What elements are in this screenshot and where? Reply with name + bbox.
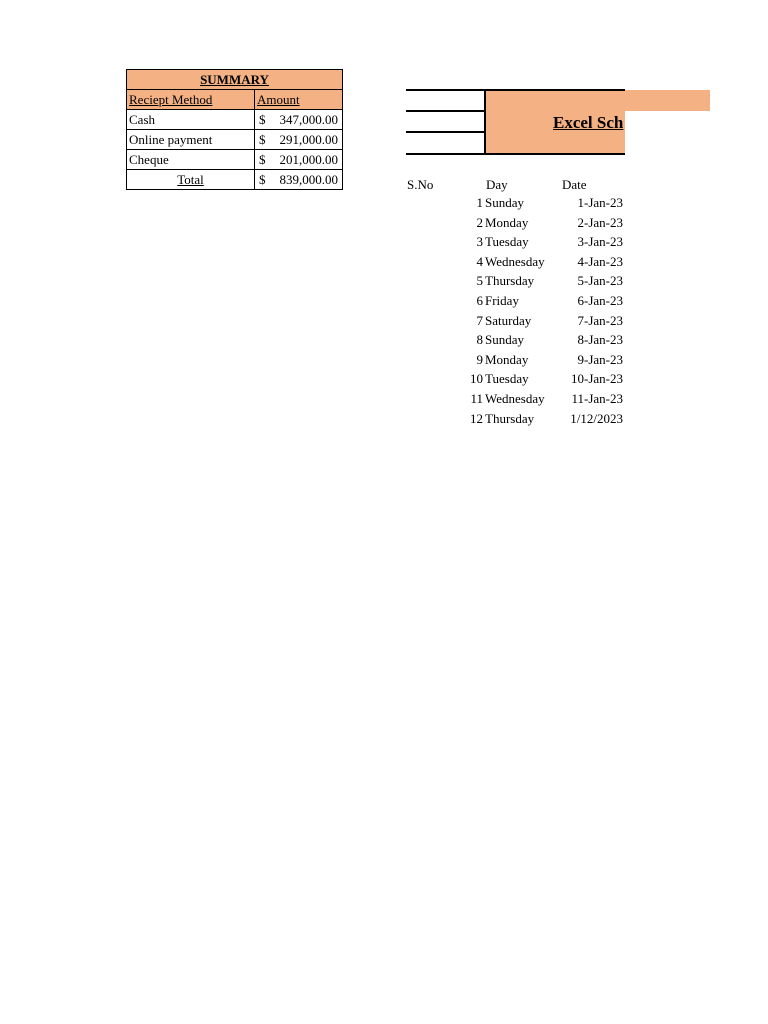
method-cell: Cash: [127, 110, 255, 130]
row-number: 10: [470, 371, 483, 387]
row-date: 9-Jan-23: [577, 351, 623, 367]
row-day: Wednesday: [485, 391, 545, 406]
total-amount-cell: [255, 170, 343, 190]
schedule-title: Excel Sch: [553, 113, 624, 132]
currency-symbol: $: [259, 132, 266, 147]
title-banner-extension: [625, 90, 710, 111]
list-item: [453, 409, 623, 429]
currency-symbol: $: [259, 112, 266, 127]
row-day: Sunday: [485, 195, 524, 210]
list-item: [453, 193, 623, 213]
row-date: 7-Jan-23: [577, 312, 623, 328]
row-date: 2-Jan-23: [577, 214, 623, 230]
list-item: [453, 271, 623, 291]
list-item: [453, 232, 623, 252]
row-date: 1-Jan-23: [577, 195, 623, 210]
row-date: 5-Jan-23: [577, 273, 623, 289]
row-date: 11-Jan-23: [571, 391, 623, 406]
summary-table: [126, 69, 343, 190]
summary-title: SUMMARY: [127, 70, 343, 90]
list-item: [453, 389, 623, 409]
list-item: [453, 213, 623, 233]
row-date: 10-Jan-23: [571, 371, 623, 387]
row-date: 6-Jan-23: [577, 293, 623, 308]
sno-header: S.No: [407, 177, 434, 192]
date-header: Date: [562, 177, 587, 192]
amount-cell: [255, 110, 343, 130]
row-day: Thursday: [485, 273, 535, 289]
row-day: Sunday: [485, 332, 524, 348]
row-number: 12: [470, 410, 483, 426]
row-day: Tuesday: [485, 234, 529, 250]
list-item: [453, 330, 623, 350]
currency-symbol: $: [259, 172, 266, 187]
row-day: Friday: [485, 293, 519, 308]
receipt-method-header: Reciept Method: [127, 90, 255, 110]
row-day: Monday: [485, 214, 529, 230]
method-cell: Cheque: [127, 150, 255, 170]
row-day: Saturday: [485, 312, 532, 328]
row-number: 11: [470, 391, 483, 406]
summary-row: [127, 110, 343, 130]
border-line: [406, 131, 485, 133]
border-line: [406, 110, 485, 112]
row-day: Tuesday: [485, 371, 529, 387]
summary-row: [127, 150, 343, 170]
summary-row: [127, 130, 343, 150]
list-item: [453, 350, 623, 370]
border-line: [406, 153, 625, 155]
row-number: 3: [476, 234, 483, 250]
summary-total-row: [127, 170, 343, 190]
row-number: 9: [476, 351, 483, 367]
border-line: [406, 89, 625, 91]
row-number: 8: [476, 332, 483, 348]
border-line: [484, 89, 486, 155]
row-day: Wednesday: [485, 253, 545, 269]
row-day: Thursday: [485, 410, 535, 426]
row-number: 4: [476, 253, 483, 269]
total-amount: 839,000.00: [279, 172, 338, 187]
row-number: 2: [476, 214, 483, 230]
row-number: 5: [476, 273, 483, 289]
row-date: 3-Jan-23: [577, 234, 623, 250]
list-item: [453, 369, 623, 389]
amount-value: 347,000.00: [279, 112, 338, 127]
row-date: 4-Jan-23: [577, 253, 623, 269]
list-item: [453, 252, 623, 272]
amount-value: 291,000.00: [279, 132, 338, 147]
row-date: 1/12/2023: [570, 410, 623, 426]
amount-value: 201,000.00: [279, 152, 338, 167]
day-header: Day: [486, 177, 508, 192]
method-cell: Online payment: [127, 130, 255, 150]
amount-header: Amount: [255, 90, 343, 110]
list-item: [453, 311, 623, 331]
row-day: Monday: [485, 351, 529, 367]
row-number: 7: [476, 312, 483, 328]
row-date: 8-Jan-23: [577, 332, 623, 348]
currency-symbol: $: [259, 152, 266, 167]
amount-cell: [255, 150, 343, 170]
total-label: Total: [177, 172, 204, 187]
amount-cell: [255, 130, 343, 150]
row-number: 6: [476, 293, 483, 308]
list-item: [453, 291, 623, 311]
row-number: 1: [476, 195, 483, 210]
